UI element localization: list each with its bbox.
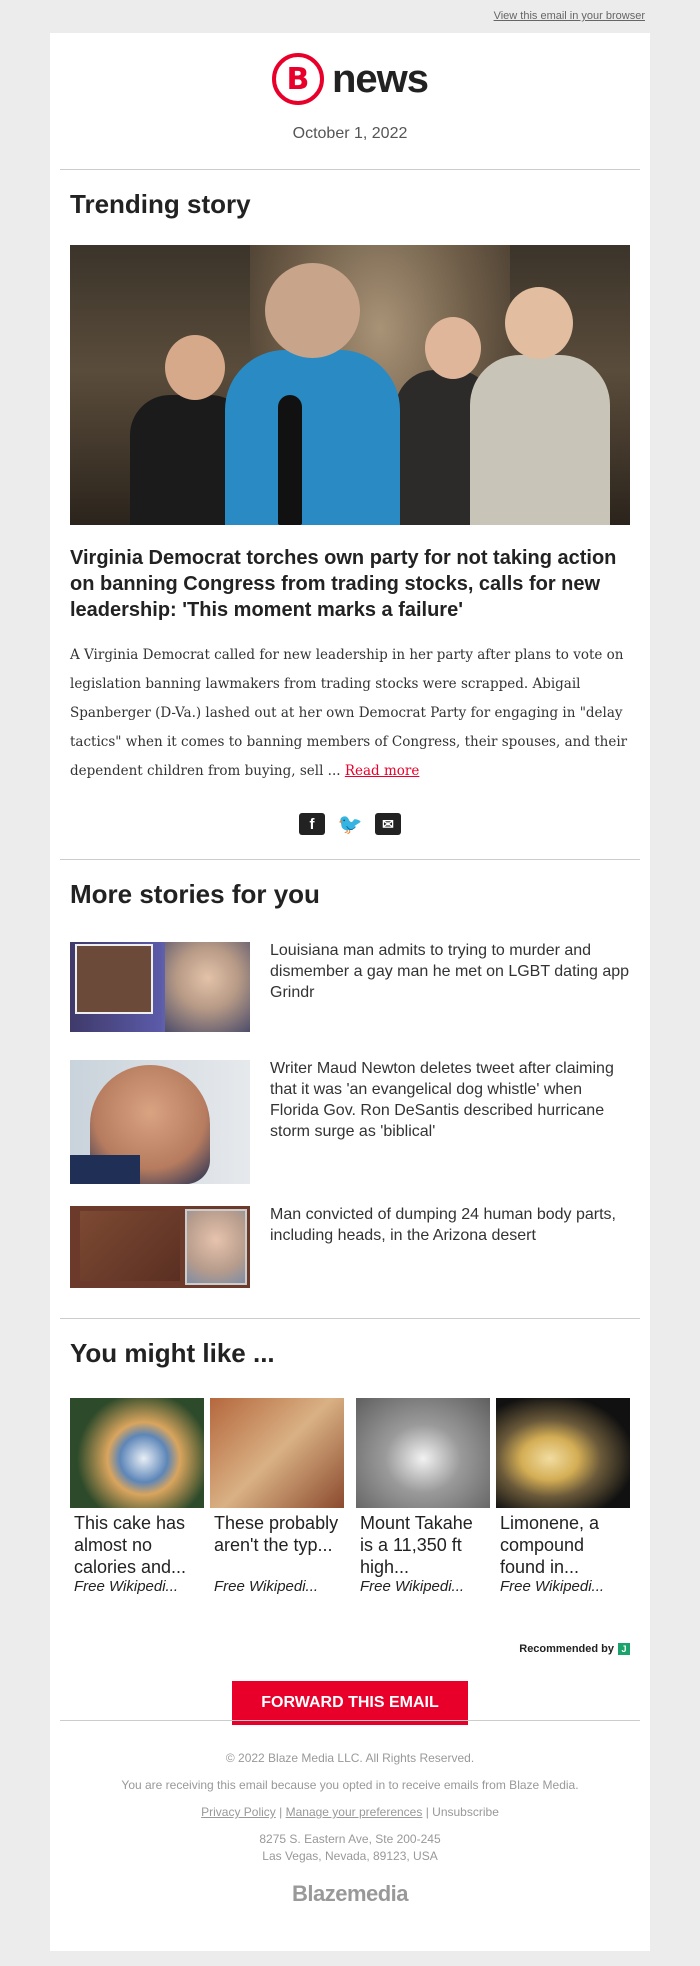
story-title[interactable]: Man convicted of dumping 24 human body parts, including heads, in the Arizona desert bbox=[270, 1206, 616, 1244]
address-line-2: Las Vegas, Nevada, 89123, USA bbox=[262, 1849, 438, 1863]
footer-links bbox=[50, 1805, 650, 1819]
recommendation-title[interactable]: Mount Takahe is a 11,350 ft high... bbox=[360, 1513, 473, 1577]
blaze-logo-icon: B bbox=[272, 53, 324, 105]
recommendation-image[interactable] bbox=[496, 1398, 630, 1508]
recommendation-image[interactable] bbox=[210, 1398, 344, 1508]
recommendation-title[interactable]: Limonene, a compound found in... bbox=[500, 1513, 600, 1577]
divider bbox=[60, 859, 640, 860]
forward-email-button[interactable]: FORWARD THIS EMAIL bbox=[232, 1681, 468, 1725]
recommendation-title[interactable]: This cake has almost no calories and... bbox=[74, 1513, 187, 1577]
privacy-policy-link[interactable]: Privacy Policy bbox=[201, 1805, 276, 1819]
recommendation-image[interactable] bbox=[70, 1398, 204, 1508]
story-thumbnail[interactable] bbox=[70, 942, 250, 1032]
story-thumbnail[interactable] bbox=[70, 1060, 250, 1184]
separator: | bbox=[279, 1805, 283, 1819]
story-title[interactable]: Writer Maud Newton deletes tweet after claiming that it was 'an evangelical dog whistle' when Florida Gov. Ron DeSantis described hurricane storm surge as 'biblical' bbox=[270, 1060, 614, 1140]
recommendation-card[interactable] bbox=[356, 1398, 490, 1595]
recommendation-source: Free Wikipedi... bbox=[360, 1578, 465, 1595]
twitter-icon[interactable]: 🐦 bbox=[337, 813, 363, 836]
view-in-browser-link[interactable]: View this email in your browser bbox=[493, 10, 645, 22]
story-item[interactable] bbox=[70, 942, 630, 1034]
opt-in-notice: You are receiving this email because you opted in to receive emails from Blaze Media. bbox=[121, 1778, 579, 1792]
trending-heading: Trending story bbox=[70, 189, 251, 219]
recommendation-source: Free Wikipedi... bbox=[74, 1578, 179, 1595]
blaze-media-logo[interactable]: Blazemedia bbox=[291, 1881, 409, 1906]
story-title[interactable]: Louisiana man admits to trying to murder and dismember a gay man he met on LGBT dating app Grindr bbox=[270, 942, 630, 1001]
social-share bbox=[50, 813, 650, 835]
recommendation-card[interactable] bbox=[210, 1398, 344, 1595]
recommended-by-label: Recommended by bbox=[519, 1643, 614, 1655]
you-might-like-heading: You might like ... bbox=[70, 1338, 275, 1368]
recommendation-card[interactable] bbox=[496, 1398, 630, 1595]
divider bbox=[60, 1318, 640, 1319]
recommended-by[interactable] bbox=[519, 1643, 630, 1655]
recommendation-source: Free Wikipedi... bbox=[500, 1578, 605, 1595]
recommendation-image[interactable] bbox=[356, 1398, 490, 1508]
logo[interactable] bbox=[50, 53, 650, 105]
issue-date: October 1, 2022 bbox=[292, 125, 408, 142]
divider bbox=[60, 1720, 640, 1721]
manage-preferences-link[interactable]: Manage your preferences bbox=[285, 1805, 423, 1819]
story-item[interactable] bbox=[70, 1060, 630, 1152]
recommendation-title[interactable]: These probably aren't the typ... bbox=[214, 1513, 339, 1555]
separator: | bbox=[425, 1805, 429, 1819]
recommendation-source: Free Wikipedi... bbox=[214, 1578, 319, 1595]
story-item[interactable] bbox=[70, 1206, 630, 1298]
facebook-icon[interactable]: f bbox=[299, 813, 325, 835]
unsubscribe-link[interactable]: Unsubscribe bbox=[432, 1805, 499, 1819]
more-stories-heading: More stories for you bbox=[70, 879, 320, 909]
read-more-link[interactable]: Read more bbox=[344, 763, 420, 779]
jeeng-logo-icon: J bbox=[618, 1643, 630, 1655]
summary-text: A Virginia Democrat called for new leadership in her party after plans to vote on legislation banning lawmakers from trading stocks were scrapped. Abigail Spanberger (D-Va.) lashed out at her own Democrat Party for engaging in "delay tactics" when it comes to banning members of Congress, their spouses, and their dependent children from buying, sell ... bbox=[70, 647, 628, 779]
divider bbox=[60, 169, 640, 170]
logo-text: news bbox=[331, 56, 429, 101]
trending-headline[interactable]: Virginia Democrat torches own party for not taking action on banning Congress from trading stocks, calls for new leadership: 'This moment marks a failure' bbox=[70, 547, 617, 621]
email-card bbox=[50, 33, 650, 1951]
address-line-1: 8275 S. Eastern Ave, Ste 200-245 bbox=[259, 1832, 441, 1846]
trending-image[interactable] bbox=[70, 245, 630, 525]
recommendation-card[interactable] bbox=[70, 1398, 204, 1595]
email-icon[interactable]: ✉ bbox=[375, 813, 401, 835]
trending-summary bbox=[70, 641, 635, 786]
story-thumbnail[interactable] bbox=[70, 1206, 250, 1288]
copyright: © 2022 Blaze Media LLC. All Rights Reserved. bbox=[225, 1751, 475, 1765]
